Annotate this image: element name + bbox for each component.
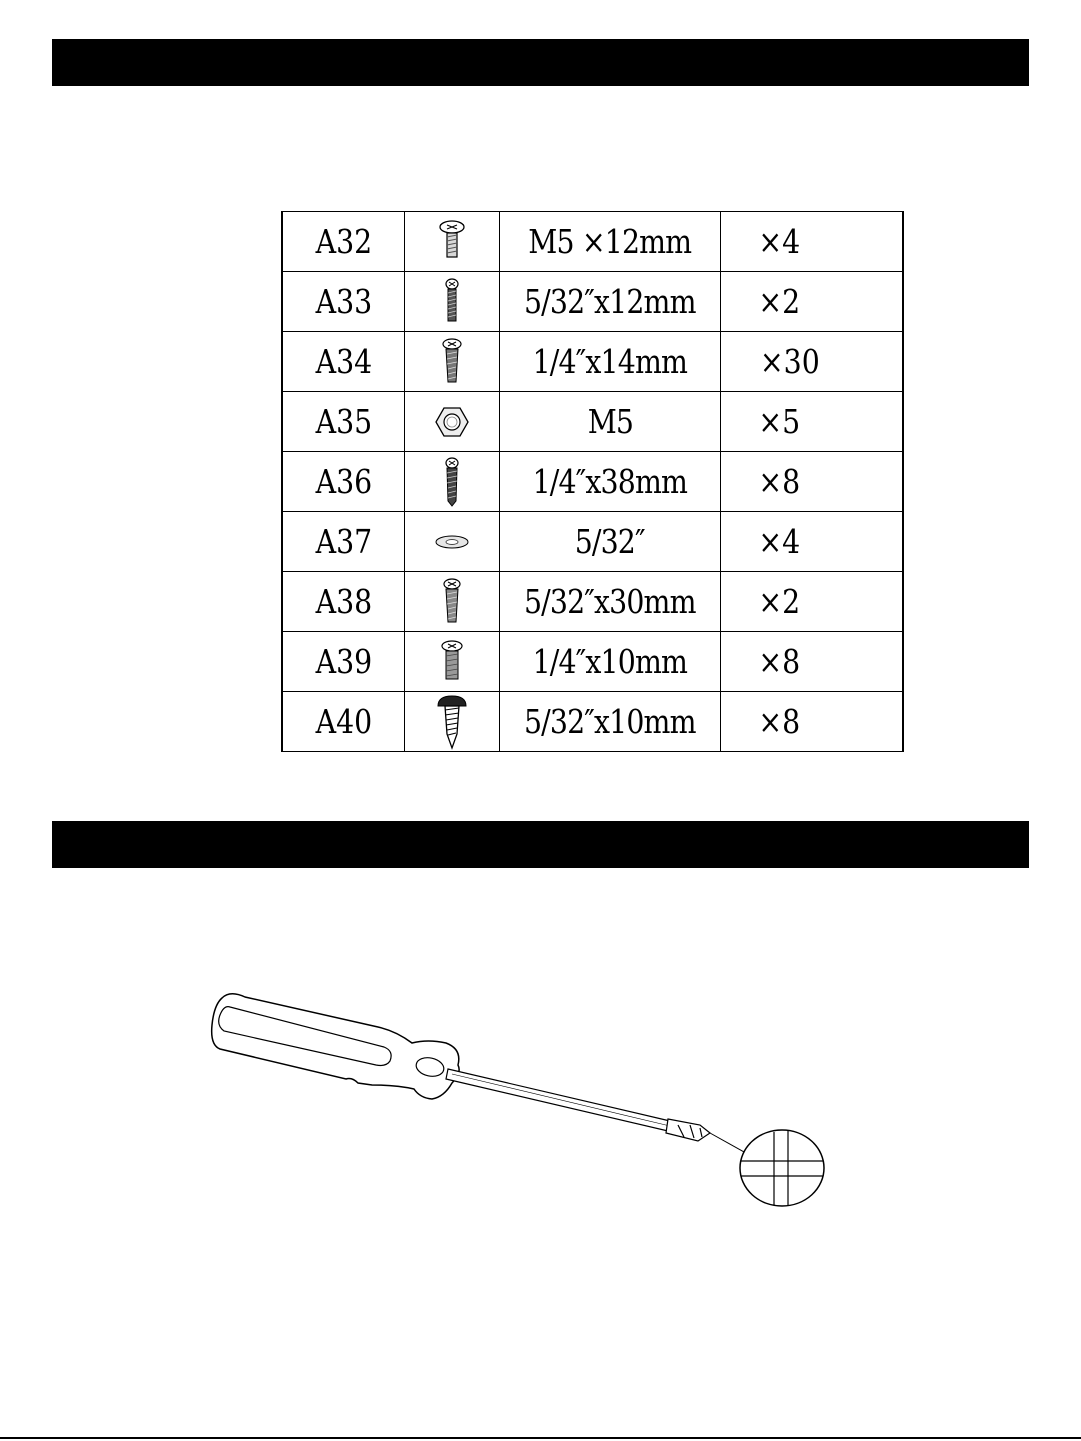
- page-bottom-rule: [0, 1437, 1081, 1439]
- part-size: M5 ×12mm: [528, 222, 692, 261]
- part-quantity: ×8: [758, 642, 801, 681]
- part-quantity: ×8: [758, 702, 801, 741]
- part-code: A39: [315, 642, 372, 681]
- wood-screw-icon: [440, 578, 464, 626]
- pan-head-screw-icon: [437, 220, 467, 264]
- part-size: M5: [587, 402, 633, 441]
- table-row: [282, 572, 903, 632]
- hex-nut-icon: [434, 405, 470, 439]
- part-quantity: ×8: [758, 462, 801, 501]
- table-row: [282, 512, 903, 572]
- part-code: A33: [315, 282, 372, 321]
- part-size: 5/32″: [574, 522, 646, 561]
- part-code: A35: [315, 402, 372, 441]
- table-row: [282, 692, 903, 752]
- part-quantity: ×4: [758, 222, 801, 261]
- part-size: 1/4″x14mm: [532, 342, 688, 381]
- part-size: 5/32″x30mm: [524, 582, 696, 621]
- part-code: A37: [315, 522, 372, 561]
- long-screw-icon: [442, 278, 462, 326]
- washer-icon: [433, 532, 471, 552]
- table-row: [282, 632, 903, 692]
- phillips-screwdriver-icon: [200, 985, 840, 1215]
- part-quantity: ×2: [758, 282, 801, 321]
- section-header-bar: [52, 821, 1029, 868]
- wood-screw-icon: [440, 338, 464, 386]
- long-screw-icon: [442, 457, 462, 507]
- part-quantity: ×2: [758, 582, 801, 621]
- part-size: 1/4″x10mm: [532, 642, 688, 681]
- part-size: 5/32″x10mm: [524, 702, 696, 741]
- part-quantity: ×30: [759, 342, 820, 381]
- part-code: A38: [315, 582, 372, 621]
- part-quantity: ×5: [758, 402, 801, 441]
- part-code: A36: [315, 462, 372, 501]
- table-row: [282, 212, 903, 272]
- table-row: [282, 332, 903, 392]
- part-code: A34: [315, 342, 372, 381]
- table-row: [282, 392, 903, 452]
- rivet-screw-icon: [436, 694, 468, 750]
- short-screw-icon: [439, 640, 465, 684]
- part-code: A32: [315, 222, 372, 261]
- part-size: 5/32″x12mm: [524, 282, 696, 321]
- part-quantity: ×4: [758, 522, 801, 561]
- table-row: [282, 452, 903, 512]
- hardware-table: [281, 211, 904, 752]
- part-code: A40: [315, 702, 372, 741]
- section-header-bar: [52, 39, 1029, 86]
- part-size: 1/4″x38mm: [532, 462, 688, 501]
- table-row: [282, 272, 903, 332]
